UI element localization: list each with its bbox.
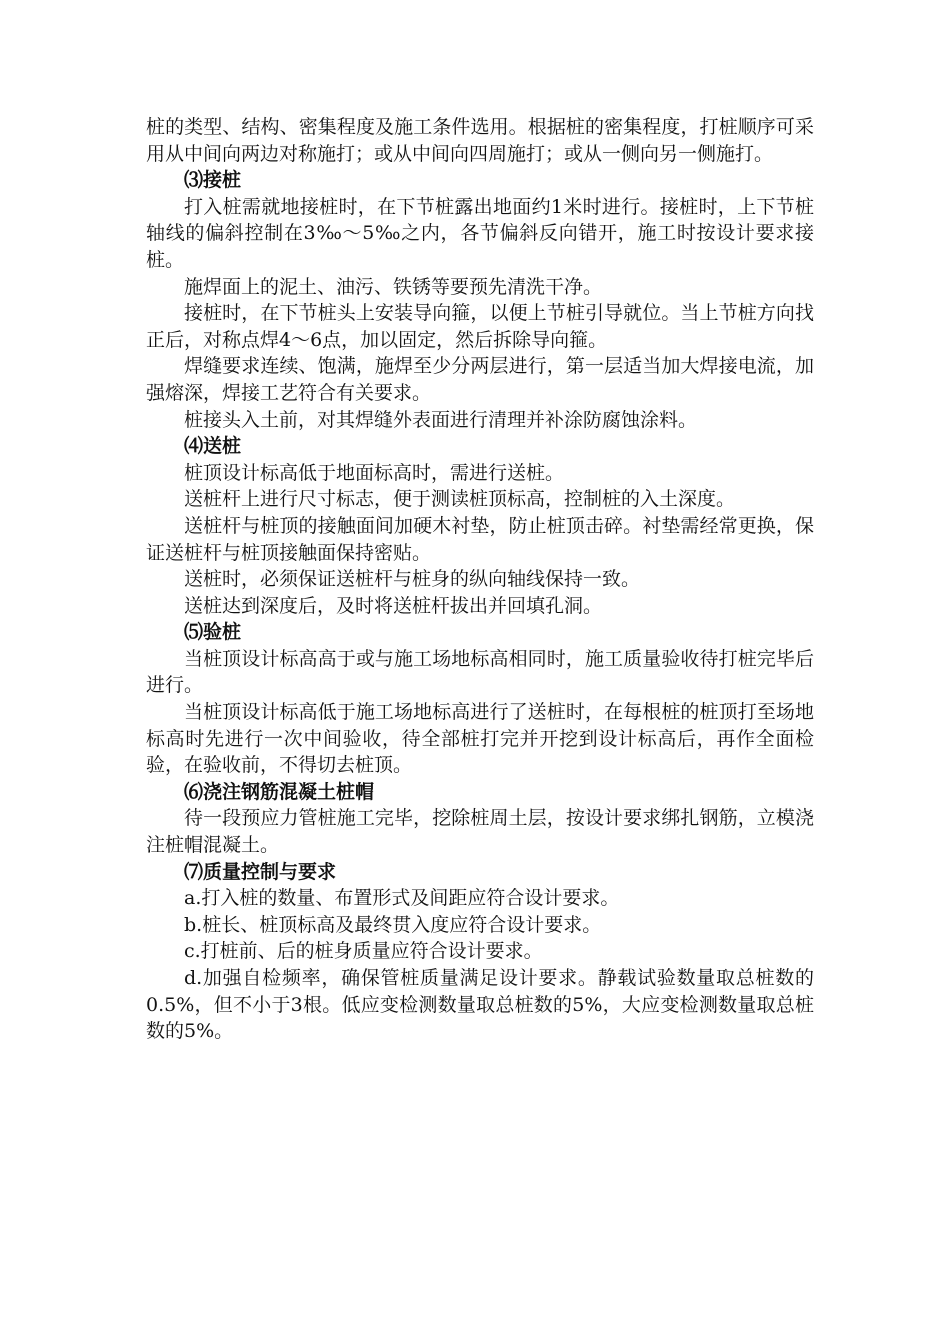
paragraph: 送桩杆与桩顶的接触面间加硬木衬垫，防止桩顶击碎。衬垫需经常更换，保证送桩杆与桩顶接触面保持密贴。 <box>146 514 814 564</box>
list-item: d.加强自检频率，确保管桩质量满足设计要求。静载试验数量取总桩数的0.5%，但不小于3根。低应变检测数量取总桩数的5%，大应变检测数量取总桩数的5%。 <box>146 967 814 1043</box>
section-heading: ⑶接桩 <box>184 169 242 192</box>
paragraph: 焊缝要求连续、饱满，施焊至少分两层进行，第一层适当加大焊接电流，加强熔深，焊接工艺符合有关要求。 <box>146 355 814 404</box>
section-heading: ⑸验桩 <box>184 621 242 644</box>
section-heading: ⑷送桩 <box>184 435 242 458</box>
list-item: c.打桩前、后的桩身质量应符合设计要求。 <box>184 940 543 963</box>
paragraph: 桩的类型、结构、密集程度及施工条件选用。根据桩的密集程度，打桩顺序可采用从中间向两边对称施打；或从中间向四周施打；或从一侧向另一侧施打。 <box>146 116 814 165</box>
list-item: a.打入桩的数量、布置形式及间距应符合设计要求。 <box>184 887 620 910</box>
section-heading: ⑺质量控制与要求 <box>184 860 337 883</box>
paragraph: 送桩达到深度后，及时将送桩杆拔出并回填孔洞。 <box>184 594 603 617</box>
paragraph: 当桩顶设计标高低于施工场地标高进行了送桩时，在每根桩的桩顶打至场地标高时先进行一次中间验收，待全部桩打完并开挖到设计标高后，再作全面检验，在验收前，不得切去桩顶。 <box>146 701 814 777</box>
paragraph: 桩接头入土前，对其焊缝外表面进行清理并补涂防腐蚀涂料。 <box>184 408 698 431</box>
document-body <box>146 114 814 1045</box>
section-heading: ⑹浇注钢筋混凝土桩帽 <box>184 780 375 803</box>
paragraph: 待一段预应力管桩施工完毕，挖除桩周土层，按设计要求绑扎钢筋，立模浇注桩帽混凝土。 <box>146 807 814 857</box>
paragraph: 打入桩需就地接桩时，在下节桩露出地面约1米时进行。接桩时，上下节桩轴线的偏斜控制在3‰～5‰之内，各节偏斜反向错开，施工时按设计要求接桩。 <box>146 195 814 271</box>
paragraph: 施焊面上的泥土、油污、铁锈等要预先清洗干净。 <box>184 275 603 298</box>
paragraph: 送桩时，必须保证送桩杆与桩身的纵向轴线保持一致。 <box>184 568 641 591</box>
paragraph: 接桩时，在下节桩头上安装导向箍，以便上节桩引导就位。当上节桩方向找正后，对称点焊4～6点，加以固定，然后拆除导向箍。 <box>146 302 814 351</box>
paragraph: 桩顶设计标高低于地面标高时，需进行送桩。 <box>184 461 565 484</box>
paragraph: 送桩杆上进行尺寸标志，便于测读桩顶标高，控制桩的入土深度。 <box>184 488 736 511</box>
paragraph: 当桩顶设计标高高于或与施工场地标高相同时，施工质量验收待打桩完毕后进行。 <box>146 647 814 697</box>
list-item: b.桩长、桩顶标高及最终贯入度应符合设计要求。 <box>184 913 602 936</box>
